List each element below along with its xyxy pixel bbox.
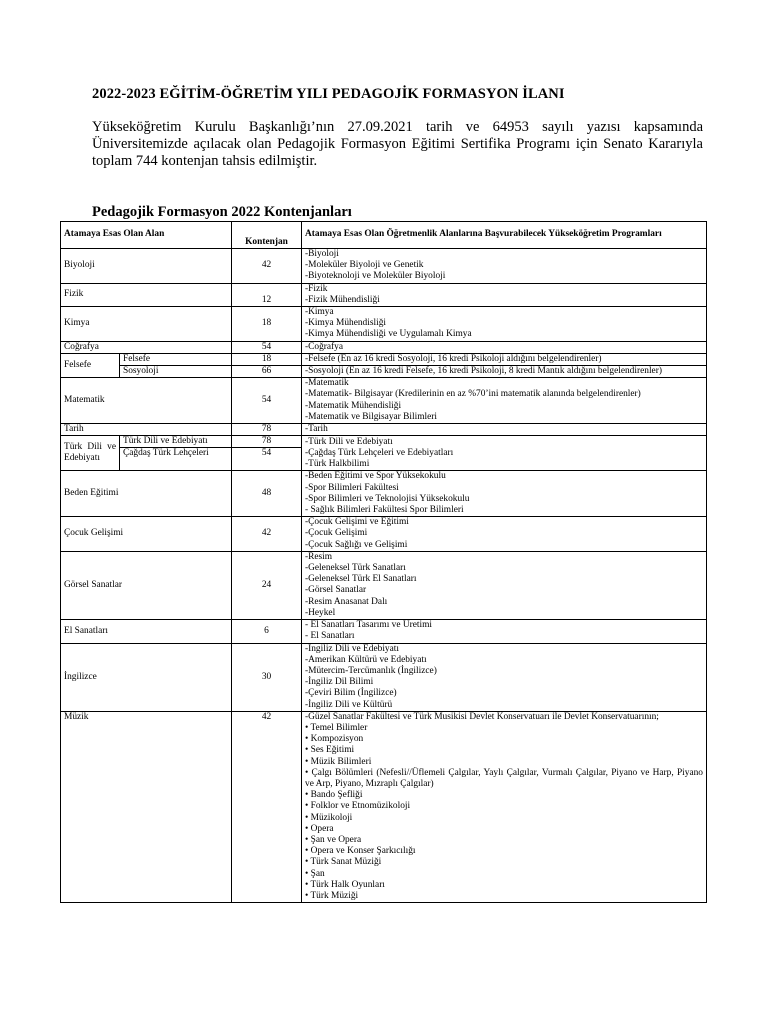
quota-cell: 24 <box>232 551 302 619</box>
program-item: -Sosyoloji (En az 16 kredi Felsefe, 16 kredi Psikoloji, 8 kredi Mantık aldığını belgelendirenler) <box>305 366 662 377</box>
programs-cell <box>302 424 707 436</box>
header-area: Atamaya Esas Olan Alan <box>61 222 232 249</box>
program-item: -Spor Bilimleri Fakültesi <box>305 482 399 493</box>
programs-cell <box>302 283 707 306</box>
program-item: • Çalgı Bölümleri (Nefesli//Üflemeli Çalgılar, Yaylı Çalgılar, Vurmalı Çalgılar, Piyano ve Harp, Piyano ve Arp, Piyano, Mızraplı Çalgılar) <box>305 767 703 789</box>
area-cell: Coğrafya <box>61 341 232 353</box>
program-item: -Amerikan Kültürü ve Edebiyatı <box>305 654 427 665</box>
area-cell: Müzik <box>61 711 232 902</box>
program-item: -İngiliz Dil Bilimi <box>305 677 374 688</box>
program-item: -Kimya <box>305 307 334 318</box>
program-item: • Bando Şefliği <box>305 790 363 801</box>
program-item: • Kompozisyon <box>305 734 364 745</box>
table-row <box>61 341 707 353</box>
quota-cell: 54 <box>232 448 302 471</box>
programs-cell <box>302 711 707 902</box>
programs-cell <box>302 620 707 643</box>
area-cell: Matematik <box>61 378 232 424</box>
program-item: -Çeviri Bilim (İngilizce) <box>305 688 397 699</box>
table-row <box>61 471 707 517</box>
program-item: -Çağdaş Türk Lehçeleri ve Edebiyatları <box>305 447 454 458</box>
quota-table <box>60 221 707 903</box>
program-item: -Geleneksel Türk Sanatları <box>305 563 406 574</box>
table-row <box>61 283 707 306</box>
quota-cell: 42 <box>232 711 302 902</box>
program-item: -Türk Halkbilimi <box>305 458 370 469</box>
program-item: -Mütercim-Tercümanlık (İngilizce) <box>305 665 437 676</box>
table-row <box>61 711 707 902</box>
program-item: -Fizik Mühendisliği <box>305 294 380 305</box>
program-item: -Biyoloji <box>305 249 339 259</box>
program-item: -Biyoteknoloji ve Moleküler Biyoloji <box>305 271 446 282</box>
program-item: -Fizik <box>305 283 328 294</box>
program-item: - Sağlık Bilimleri Fakültesi Spor Bilimleri <box>305 505 464 516</box>
sub-area-cell: Sosyoloji <box>120 366 232 378</box>
table-row <box>61 424 707 436</box>
table-row <box>61 517 707 552</box>
program-item: -Kimya Mühendisliği ve Uygulamalı Kimya <box>305 329 472 340</box>
table-row <box>61 643 707 711</box>
program-item: • Opera ve Konser Şarkıcılığı <box>305 846 416 857</box>
table-row <box>61 353 707 365</box>
programs-cell <box>302 353 707 365</box>
program-item: • Türk Müziği <box>305 890 359 901</box>
area-cell: Çocuk Gelişimi <box>61 517 232 552</box>
area-cell: Fizik <box>61 283 232 306</box>
quota-cell: 42 <box>232 249 302 284</box>
quota-cell: 48 <box>232 471 302 517</box>
program-item: • Türk Sanat Müziği <box>305 857 382 868</box>
header-programs: Atamaya Esas Olan Öğretmenlik Alanlarına Başvurabilecek Yükseköğretim Programları <box>302 222 707 249</box>
intro-paragraph: Yükseköğretim Kurulu Başkanlığı’nın 27.09.2021 tarih ve 64953 sayılı yazısı kapsamında Üniversitemizde açılacak olan Pedagojik Formasyon Eğitimi Sertifika Programı için Senato Kararıyla toplam 744 kontenjan tahsis edilmiştir. <box>92 119 703 169</box>
program-item: • Opera <box>305 823 334 834</box>
area-cell: Tarih <box>61 424 232 436</box>
page-title: 2022-2023 EĞİTİM-ÖĞRETİM YILI PEDAGOJİK FORMASYON İLANI <box>92 86 565 102</box>
quota-cell: 54 <box>232 378 302 424</box>
program-item: • Temel Bilimler <box>305 722 368 733</box>
table-row <box>61 307 707 342</box>
table-row <box>61 378 707 424</box>
quota-cell: 78 <box>232 424 302 436</box>
program-item: - El Sanatları Tasarımı ve Üretimi <box>305 620 432 631</box>
program-item: -İngiliz Dili ve Kültürü <box>305 699 393 710</box>
quota-cell: 54 <box>232 341 302 353</box>
program-item: -İngiliz Dili ve Edebiyatı <box>305 643 399 654</box>
programs-cell <box>302 517 707 552</box>
area-cell: Kimya <box>61 307 232 342</box>
programs-cell <box>302 307 707 342</box>
programs-cell <box>302 436 707 471</box>
program-item: • Şan <box>305 868 325 879</box>
program-item: -Matematik- Bilgisayar (Kredilerinin en az %70’ini matematik alanında belgelendirenler) <box>305 389 641 400</box>
area-cell: Felsefe <box>61 353 120 377</box>
table-row <box>61 249 707 284</box>
table-row <box>61 436 707 448</box>
area-cell: Biyoloji <box>61 249 232 284</box>
program-item: -Beden Eğitimi ve Spor Yüksekokulu <box>305 471 446 482</box>
program-item: -Coğrafya <box>305 341 344 352</box>
header-quota: Kontenjan <box>232 222 302 249</box>
header-row <box>61 222 707 249</box>
programs-cell <box>302 249 707 284</box>
program-item: -Heykel <box>305 607 336 618</box>
sub-area-cell: Çağdaş Türk Lehçeleri <box>120 448 232 471</box>
area-cell: Beden Eğitimi <box>61 471 232 517</box>
programs-cell <box>302 643 707 711</box>
quota-cell: 78 <box>232 436 302 448</box>
quota-cell: 12 <box>232 283 302 306</box>
sub-area-cell: Felsefe <box>120 353 232 365</box>
program-item: • Folklor ve Etnomüzikoloji <box>305 801 411 812</box>
program-item: • Müzik Bilimleri <box>305 756 372 767</box>
programs-cell <box>302 341 707 353</box>
program-item: -Matematik Mühendisliği <box>305 400 402 411</box>
program-item: -Resim <box>305 551 333 562</box>
program-item: • Müzikoloji <box>305 812 353 823</box>
area-cell: Görsel Sanatlar <box>61 551 232 619</box>
program-item: -Resim Anasanat Dalı <box>305 596 388 607</box>
program-item: • Türk Halk Oyunları <box>305 879 385 890</box>
program-item: -Kimya Mühendisliği <box>305 318 386 329</box>
program-item: -Tarih <box>305 424 328 435</box>
quota-cell: 66 <box>232 366 302 378</box>
program-item: • Ses Eğitimi <box>305 745 355 756</box>
program-item: -Çocuk Gelişimi ve Eğitimi <box>305 517 409 528</box>
program-item: -Moleküler Biyoloji ve Genetik <box>305 260 424 271</box>
program-item: -Spor Bilimleri ve Teknolojisi Yüksekokulu <box>305 493 470 504</box>
program-item: - El Sanatları <box>305 631 355 642</box>
quota-cell: 18 <box>232 353 302 365</box>
program-item: -Görsel Sanatlar <box>305 585 367 596</box>
program-item: -Çocuk Gelişimi <box>305 528 368 539</box>
sub-area-cell: Türk Dili ve Edebiyatı <box>120 436 232 448</box>
programs-cell <box>302 471 707 517</box>
program-item: -Geleneksel Türk El Sanatları <box>305 574 417 585</box>
table-row <box>61 620 707 643</box>
programs-cell <box>302 378 707 424</box>
program-item: -Güzel Sanatlar Fakültesi ve Türk Musikisi Devlet Konservatuarı ile Devlet Konservatuarının; <box>305 711 659 722</box>
area-cell: İngilizce <box>61 643 232 711</box>
area-cell: Türk Dili ve Edebiyatı <box>61 436 120 471</box>
table-title: Pedagojik Formasyon 2022 Kontenjanları <box>92 204 352 220</box>
programs-cell <box>302 551 707 619</box>
table-row <box>61 366 707 378</box>
table-row <box>61 551 707 619</box>
program-item: -Çocuk Sağlığı ve Gelişimi <box>305 539 408 550</box>
program-item: • Şan ve Opera <box>305 834 362 845</box>
quota-cell: 30 <box>232 643 302 711</box>
programs-cell <box>302 366 707 378</box>
program-item: -Matematik ve Bilgisayar Bilimleri <box>305 411 438 422</box>
quota-cell: 42 <box>232 517 302 552</box>
program-item: -Matematik <box>305 378 349 389</box>
program-item: -Felsefe (En az 16 kredi Sosyoloji, 16 kredi Psikoloji aldığını belgelendirenler) <box>305 353 602 364</box>
program-item: -Türk Dili ve Edebiyatı <box>305 436 393 447</box>
quota-cell: 6 <box>232 620 302 643</box>
area-cell: El Sanatları <box>61 620 232 643</box>
quota-cell: 18 <box>232 307 302 342</box>
